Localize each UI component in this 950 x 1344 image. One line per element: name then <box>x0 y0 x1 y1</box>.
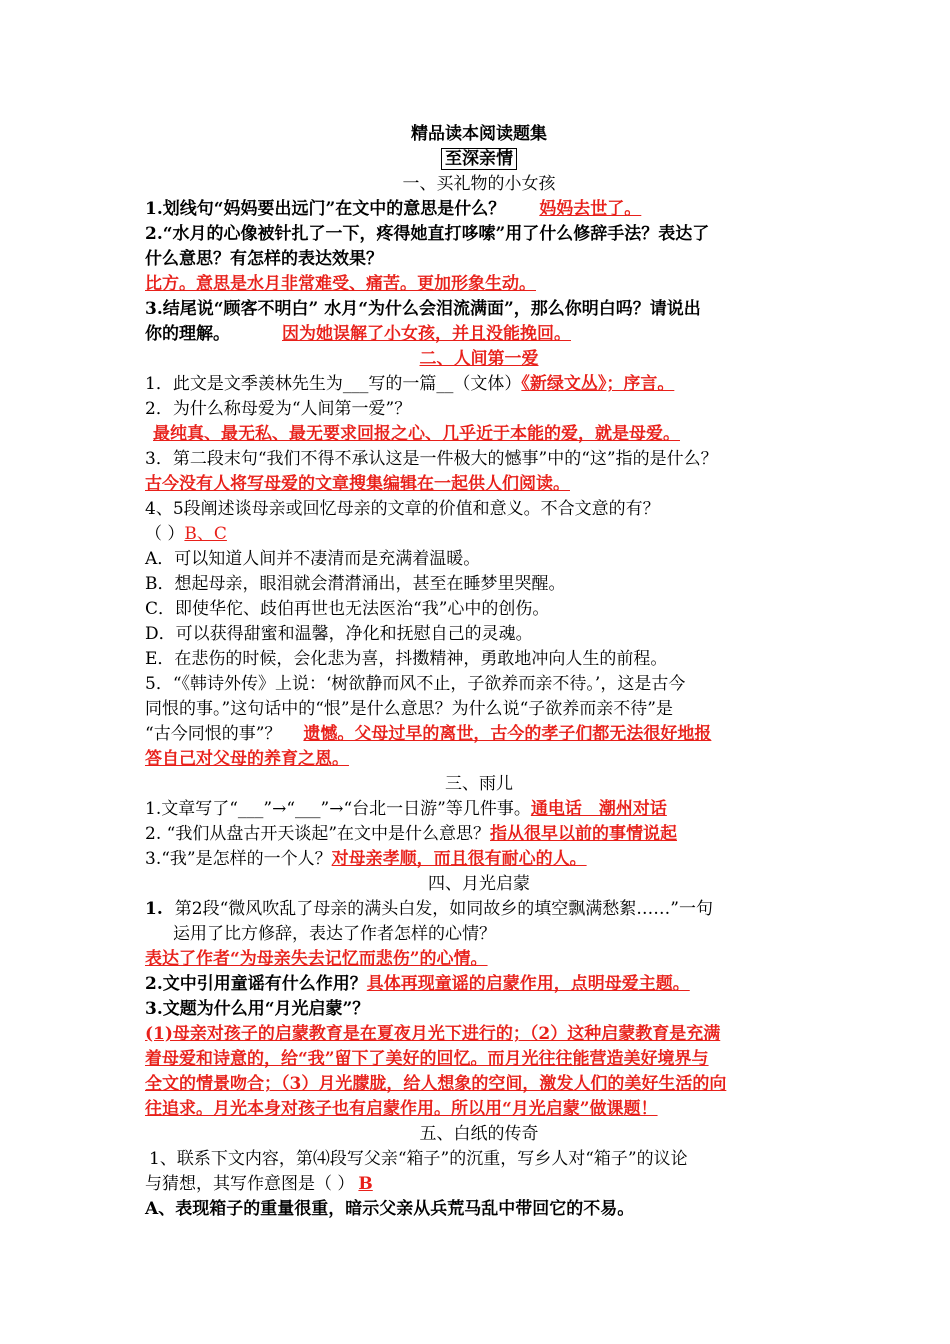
s4-a3-line1: (1)母亲对孩子的启蒙教育是在夏夜月光下进行的；（2）这种启蒙教育是充满 <box>145 1024 721 1044</box>
s4-a1: 表达了作者“为母亲失去记忆而悲伤”的心情。 <box>145 949 488 969</box>
section-3-heading: 三、雨儿 <box>445 774 513 794</box>
s2-a4: B、C <box>184 524 227 544</box>
document-title: 精品读本阅读题集 <box>411 124 547 144</box>
s5-q1-line1: 1、联系下文内容，第⑷段写父亲“箱子”的沉重，写乡人对“箱子”的议论 <box>149 1149 688 1169</box>
s2-q5-line2: 同恨的事。”这句话中的“恨”是什么意思？为什么说“子欲养而亲不待”是 <box>145 699 673 719</box>
s4-q1-line1: 1. 第2段“微风吹乱了母亲的满头白发，如同故乡的填空飘满愁絮……”一句 <box>145 899 713 919</box>
s2-a3: 古今没有人将写母爱的文章搜集编辑在一起供人们阅读。 <box>145 474 570 494</box>
s3-q2: 2. “我们从盘古开天谈起”在文中是什么意思？指从很早以前的事情说起 <box>145 824 678 844</box>
s2-q5-line1: 5．“《韩诗外传》上说：‘树欲静而风不止，子欲养而亲不待。’，这是古今 <box>145 674 686 694</box>
s4-a3-line3: 全文的情景吻合；（3）月光朦胧，给人想象的空间，激发人们的美好生活的向 <box>145 1074 727 1094</box>
s1-a3: 因为她误解了小女孩，并且没能挽回。 <box>282 324 571 344</box>
s5-option-a: A、表现箱子的重量很重，暗示父亲从兵荒马乱中带回它的不易。 <box>145 1199 635 1219</box>
s4-a3-line2: 着母爱和诗意的，给“我”留下了美好的回忆。而月光往往能营造美好境界与 <box>145 1049 709 1069</box>
s2-option-e: E．在悲伤的时候，会化悲为喜，抖擞精神，勇敢地冲向人生的前程。 <box>145 649 668 669</box>
s4-q1-line2: 运用了比方修辞，表达了作者怎样的心情？ <box>173 924 496 944</box>
s1-a2: 比方。意思是水月非常难受、痛苦。更加形象生动。 <box>145 274 536 294</box>
s2-a5-line1: 遗憾。父母过早的离世，古今的孝子们都无法很好地报 <box>303 724 712 744</box>
s4-q3: 3.文题为什么用“月光启蒙”？ <box>145 999 370 1019</box>
s1-q3-line2: 你的理解。 因为她误解了小女孩，并且没能挽回。 <box>145 324 571 344</box>
unit-title-box: 至深亲情 <box>441 148 517 170</box>
s5-q1-line2: 与猜想，其写作意图是（ ） B <box>145 1174 373 1194</box>
s3-a2: 指从很早以前的事情说起 <box>490 824 678 844</box>
s2-option-b: B．想起母亲，眼泪就会潸潸涌出，甚至在睡梦里哭醒。 <box>145 574 566 594</box>
s2-q2: 2．为什么称母爱为“人间第一爱”？ <box>145 399 412 419</box>
s2-option-d: D．可以获得甜蜜和温馨，净化和抚慰自己的灵魂。 <box>145 624 533 644</box>
document-page <box>145 122 813 1222</box>
s2-a2: 最纯真、最无私、最无要求回报之心、几乎近于本能的爱，就是母爱。 <box>153 424 680 444</box>
s3-a1: 通电话 潮州对话 <box>530 799 667 819</box>
s2-a5-line2: 答自己对父母的养育之恩。 <box>145 749 349 769</box>
s4-a3-line4: 往追求。月光本身对孩子也有启蒙作用。所以用“月光启蒙”做课题！ <box>145 1099 658 1119</box>
s1-a1: 妈妈去世了。 <box>539 199 642 219</box>
s1-q2-line1: 2.“水月的心像被针扎了一下，疼得她直打哆嗦”用了什么修辞手法？表达了 <box>145 224 710 244</box>
section-4-heading: 四、月光启蒙 <box>428 874 530 894</box>
s3-q1: 1.文章写了“___”→“___”→“台北一日游”等几件事。通电话 潮州对话 <box>145 799 667 819</box>
s2-q1: 1．此文是文季羡林先生为___写的一篇__（文体）《新绿文丛》；序言。 <box>145 374 675 394</box>
section-1-heading: 一、买礼物的小女孩 <box>402 174 556 194</box>
s2-q5-line3: “古今同恨的事”？ 遗憾。父母过早的离世，古今的孝子们都无法很好地报 <box>145 724 712 744</box>
s4-q2: 2.文中引用童谣有什么作用？具体再现童谣的启蒙作用，点明母爱主题。 <box>145 974 690 994</box>
s4-a2: 具体再现童谣的启蒙作用，点明母爱主题。 <box>366 974 690 994</box>
section-2-heading: 二、人间第一爱 <box>419 349 539 369</box>
s2-q4-answer-line: （ ）B、C <box>145 524 227 544</box>
section-5-heading: 五、白纸的传奇 <box>419 1124 539 1144</box>
s5-a1: B <box>358 1174 373 1194</box>
s2-a1: 《新绿文丛》；序言。 <box>521 374 675 394</box>
s2-q4: 4、5段阐述谈母亲或回忆母亲的文章的价值和意义。不合文意的有？ <box>145 499 660 519</box>
s3-a3: 对母亲孝顺，而且很有耐心的人。 <box>331 849 587 869</box>
s2-q3: 3．第二段末句“我们不得不承认这是一件极大的憾事”中的“这”指的是什么？ <box>145 449 718 469</box>
s2-option-a: A．可以知道人间并不凄清而是充满着温暖。 <box>145 549 481 569</box>
s2-option-c: C．即使华佗、歧伯再世也无法医治“我”心中的创伤。 <box>145 599 550 619</box>
s1-q1: 1.划线句“妈妈要出远门”在文中的意思是什么？ 妈妈去世了。 <box>145 199 642 219</box>
s1-q2-line2: 什么意思？有怎样的表达效果？ <box>145 249 383 269</box>
s1-q3-line1: 3.结尾说“顾客不明白” 水月“为什么会泪流满面”，那么你明白吗？请说出 <box>145 299 701 319</box>
s3-q3: 3.“我”是怎样的一个人？对母亲孝顺，而且很有耐心的人。 <box>145 849 587 869</box>
unit-title <box>145 147 813 172</box>
